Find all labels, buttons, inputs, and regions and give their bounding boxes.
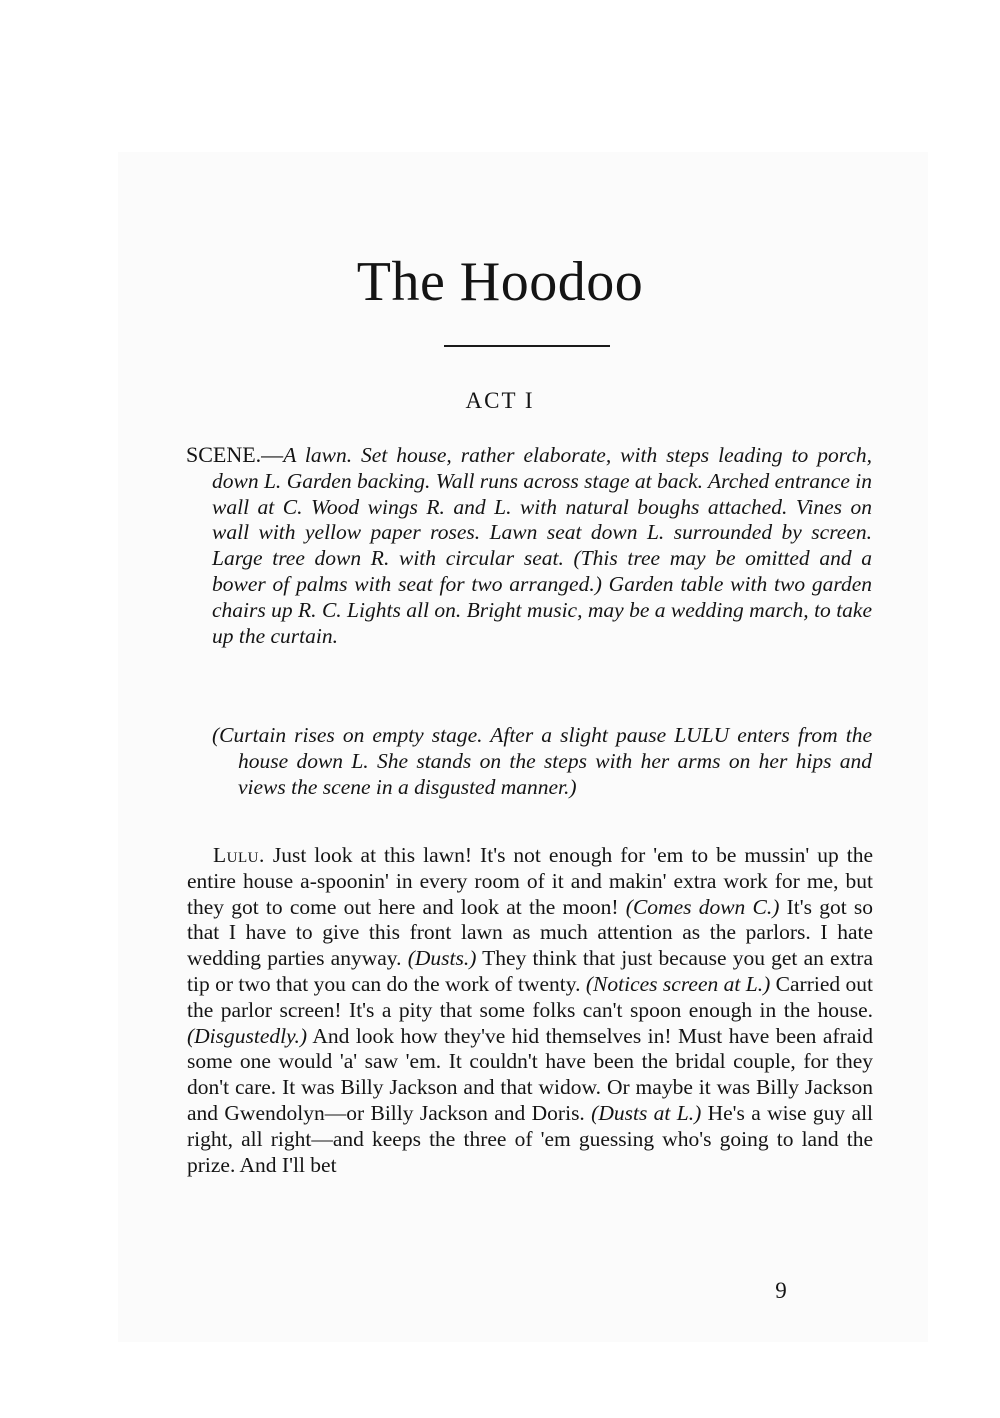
speaker-name: Lulu. [213, 843, 265, 867]
play-title: The Hoodoo [356, 251, 644, 313]
act-heading: ACT I [465, 388, 535, 413]
inline-stage-direction: (Comes down C.) [625, 894, 780, 919]
inline-stage-direction: (Dusts.) [407, 946, 477, 971]
inline-stage-direction: (Notices screen at L.) [585, 971, 771, 996]
page-number: 9 [775, 1278, 787, 1303]
scene-label: SCENE.— [186, 442, 284, 467]
dialogue-text: They think that just because you get an extra tip or two that you can do the work of twenty. [187, 946, 873, 996]
inline-stage-direction: (Dusts at L.) [591, 1100, 702, 1125]
inline-stage-direction: (Disgustedly.) [187, 1023, 308, 1048]
dialogue-text: He's a wise guy all right, all right—and keeps the three of 'em guessing who's going to land the prize. And I'll bet [187, 1100, 874, 1177]
dialogue-text: Carried out the parlor screen! It's a pity that some folks can't spoon enough in the house. [187, 971, 873, 1022]
dialogue-text: Just look at this lawn! It's not enough for 'em to be mussin' up the entire house a-spoonin' in every room of it and makin' extra work for me, but they got to come out here and look at the moon! [187, 843, 873, 919]
scene-description [186, 442, 872, 649]
stage-direction: (Curtain rises on empty stage. After a slight pause LULU enters from the house down L. She stands on the steps with her arms on her hips and views the scene in a disgusted manner.) [212, 723, 872, 799]
dialogue-paragraph [187, 843, 873, 1178]
title-divider [444, 345, 610, 347]
scene-text: A lawn. Set house, rather elaborate, with steps leading to porch, down L. Garden backing. Wall runs across stage at back. Arched entrance in wall at C. Wood wings R. and L. with natural boughs attached. Vines on wall with yellow paper roses. Lawn seat down L. surrounded by screen. Large tree down R. with circular seat. (This tree may be omitted and a bower of palms with seat for two arranged.) Garden table with two garden chairs up R. C. Lights all on. Bright music, may be a wedding march, to take up the curtain. [212, 443, 872, 648]
dialogue-text: It's got so that I have to give this front lawn as much attention as the parlors. I hate wedding parties anyway. [187, 894, 874, 971]
dialogue-text: And look how they've hid themselves in! Must have been afraid some one would 'a' saw 'em. It couldn't have been the bridal couple, for they don't care. It was Billy Jackson and that widow. Or maybe it was Billy Jackson and Gwendolyn—or Billy Jackson and Doris. [187, 1023, 873, 1125]
